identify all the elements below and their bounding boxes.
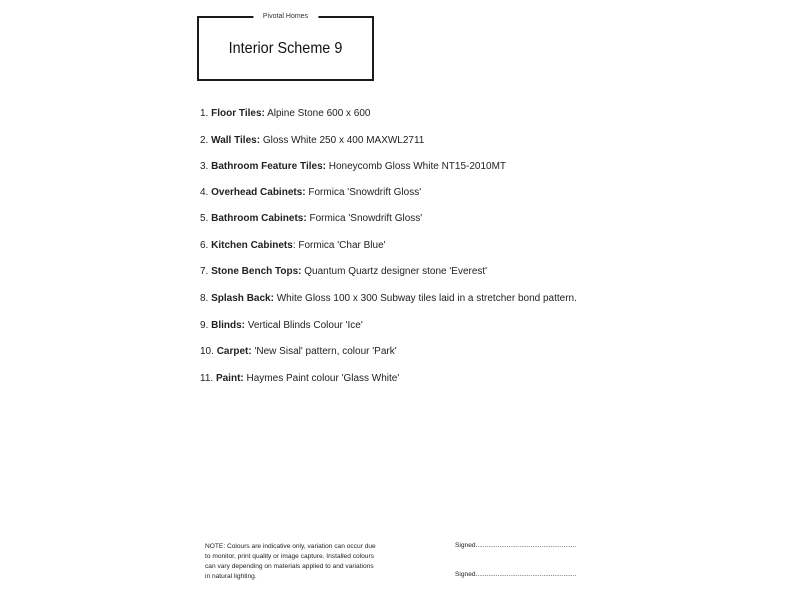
item-value: White Gloss 100 x 300 Subway tiles laid in a stretcher bond pattern. xyxy=(276,293,577,304)
list-item xyxy=(200,135,424,147)
signature-line-2: Signed....................................................... xyxy=(455,571,577,578)
item-number: 11. xyxy=(200,373,214,384)
item-label: Floor Tiles: xyxy=(211,108,265,119)
brand-name: Pivotal Homes xyxy=(253,12,318,22)
list-item xyxy=(200,346,397,358)
item-label: Overhead Cabinets: xyxy=(211,187,306,198)
item-label: Kitchen Cabinets xyxy=(211,240,293,251)
item-number: 6. xyxy=(200,240,209,251)
list-item xyxy=(200,320,363,332)
signature-line-1: Signed....................................................... xyxy=(455,542,577,549)
list-item xyxy=(200,161,506,173)
list-item xyxy=(200,213,422,225)
item-number: 5. xyxy=(200,213,209,224)
list-item xyxy=(200,187,421,199)
item-value: Honeycomb Gloss White NT15-2010MT xyxy=(328,161,507,172)
item-label: Blinds: xyxy=(211,320,246,331)
list-item xyxy=(200,373,399,385)
item-value: : Formica 'Char Blue' xyxy=(292,240,386,251)
item-value: Formica 'Snowdrift Gloss' xyxy=(308,187,422,198)
item-label: Paint: xyxy=(215,373,244,384)
item-value: Vertical Blinds Colour 'Ice' xyxy=(247,320,363,331)
item-number: 8. xyxy=(200,293,209,304)
item-number: 2. xyxy=(200,135,209,146)
list-item xyxy=(200,108,371,120)
item-number: 3. xyxy=(200,161,209,172)
list-item xyxy=(200,293,577,305)
title-box xyxy=(197,13,374,81)
item-value: Gloss White 250 x 400 MAXWL2711 xyxy=(262,135,425,146)
item-number: 7. xyxy=(200,266,209,277)
page-title: Interior Scheme 9 xyxy=(228,40,343,57)
item-label: Carpet: xyxy=(216,346,252,357)
list-item xyxy=(200,240,386,252)
item-number: 1. xyxy=(200,108,209,119)
item-number: 10. xyxy=(200,346,214,357)
item-label: Splash Back: xyxy=(211,293,274,304)
item-label: Bathroom Feature Tiles: xyxy=(211,161,326,172)
item-label: Bathroom Cabinets: xyxy=(211,213,307,224)
item-number: 9. xyxy=(200,320,209,331)
item-label: Stone Bench Tops: xyxy=(211,266,302,277)
item-value: Quantum Quartz designer stone 'Everest' xyxy=(304,266,488,277)
item-number: 4. xyxy=(200,187,209,198)
list-item xyxy=(200,266,487,278)
item-value: Alpine Stone 600 x 600 xyxy=(267,108,371,119)
item-label: Wall Tiles: xyxy=(211,135,261,146)
item-value: 'New Sisal' pattern, colour 'Park' xyxy=(254,346,397,357)
disclaimer-note: NOTE: Colours are indicative only, variation can occur due to monitor, print quality or image capture. Installed colours can vary depending on materials applied to and variations in natural lighting. xyxy=(205,543,376,580)
item-value: Formica 'Snowdrift Gloss' xyxy=(309,213,423,224)
item-value: Haymes Paint colour 'Glass White' xyxy=(246,373,400,384)
